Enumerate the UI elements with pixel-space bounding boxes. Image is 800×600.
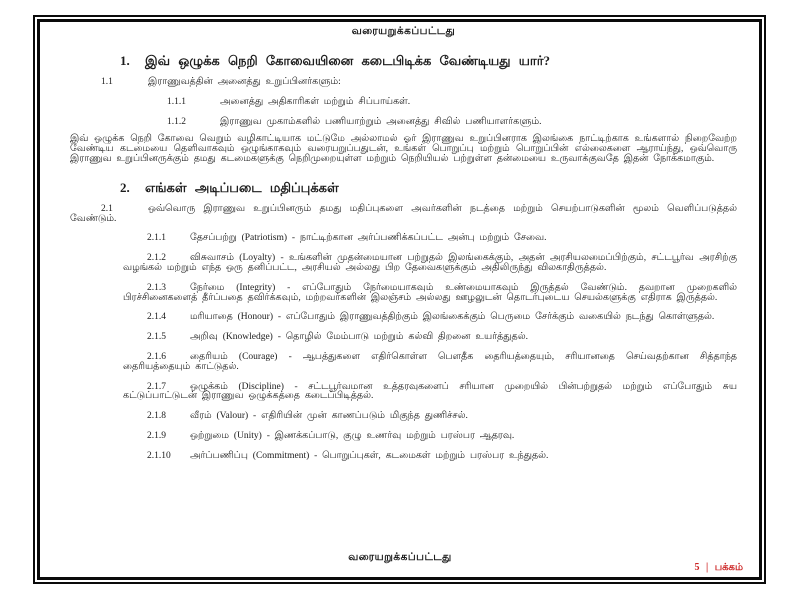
page-number-label: பக்கம்: [714, 562, 743, 573]
section-2-heading: [70, 180, 737, 195]
paragraph-1-1-2-number: 1.1.2: [167, 116, 186, 127]
paragraph-2-1-6-number: 2.1.6: [147, 351, 166, 362]
page-content: [40, 22, 759, 462]
paragraph-2-1-7: [123, 383, 737, 403]
section-1-heading: [70, 53, 737, 68]
section-1-body-text: இவ் ஒழுக்க நெறி கோவை வெறும் வழிகாட்டியாக மட்டுமே அல்லாமல் ஓர் இராணுவ உறுப்பினராக இலங்கை நாட்டிற்காக உங்களால் நிறைவேற்ற வேண்டிய கடமையை தெளிவாகவும் ஒழுங்காகவும் வரையறுப்பதுடன், உங்கள் பொறுப்பு மற்றும் பொறுப்பின் எல்லைகளை ஆராய்ந்து, ஒவ்வொரு இராணுவ உறுப்பினருக்கும் தமது கடமைகளுக்கு நெறிமுறையுள்ள மற்றும் நெறியியல் பற்றுள்ள தன்மையை உருவாக்குவதே இதன் நோக்கமாகும்.: [70, 134, 737, 164]
paragraph-2-1-5: [123, 333, 737, 343]
paragraph-2-1-4-number: 2.1.4: [147, 312, 166, 323]
paragraph-1-1: [70, 78, 737, 88]
paragraph-2-1-2-number: 2.1.2: [147, 253, 166, 264]
paragraph-1-1-text: இராணுவத்தின் அனைத்து உறுப்பினர்களும்:: [148, 77, 341, 87]
paragraph-2-1-3-number: 2.1.3: [147, 282, 166, 293]
paragraph-2-1-10: [123, 452, 737, 462]
page-number-value: 5: [694, 562, 700, 573]
page-number-separator: |: [706, 562, 709, 573]
paragraph-2-1-7-number: 2.1.7: [147, 381, 166, 392]
paragraph-2-1-6: [123, 353, 737, 373]
paragraph-2-1-2: [123, 254, 737, 274]
paragraph-2-1-9-number: 2.1.9: [147, 430, 166, 441]
paragraph-2-1-6-text: தைரியம் (Courage) - ஆபத்துகளை எதிர்கொள்ள பௌதீக தைரியத்தையும், சரியானதை செய்வதற்கான சித்தாந்த தைரியத்தையும் காட்டுதல்.: [123, 351, 737, 372]
section-2-number: 2.: [120, 179, 130, 195]
classification-header: வரையறுக்கப்பட்டது: [351, 26, 456, 37]
paragraph-2-1-7-text: ஒழுக்கம் (Discipline) - சட்டபூர்வமான உத்தரவுகளைப் சரியான முறையில் பின்பற்றுதல் மற்றும் எப்போதும் சுய கட்டுப்பாட்டுடன் இராணுவ ஒழுக்கத்தை கடைப்பிடித்தல்.: [123, 381, 737, 402]
paragraph-2-1-10-number: 2.1.10: [147, 450, 171, 461]
paragraph-2-1-1: [123, 234, 737, 244]
paragraph-2-1-9-text: ஒற்றுமை (Unity) - இணக்கப்பாடு, குழு உணர்வு மற்றும் பரஸ்பர ஆதரவு.: [190, 430, 515, 441]
paragraph-2-1-1-number: 2.1.1: [147, 233, 166, 244]
paragraph-2-1-3: [123, 284, 737, 304]
paragraph-1-1-1-number: 1.1.1: [167, 96, 186, 107]
paragraph-1-1-1: [167, 98, 737, 108]
paragraph-1-1-number: 1.1: [101, 77, 113, 87]
paragraph-2-1-5-text: அறிவு (Knowledge) - தொழில் மேம்பாடு மற்றும் கல்வி திறனை உயர்த்துதல்.: [190, 332, 528, 343]
section-1-title: இவ் ஒழுக்க நெறி கோவையினை கடைபிடிக்க வேண்டியது யார்?: [145, 53, 550, 68]
paragraph-1-1-2: [167, 118, 737, 128]
paragraph-2-1-10-text: அர்ப்பணிப்பு (Commitment) - பொறுப்புகள், கடமைகள் மற்றும் பரஸ்பர உந்துதல்.: [190, 450, 549, 461]
paragraph-2-1-4-text: மரியாதை (Honour) - எப்போதும் இராணுவத்திற்கும் இலங்கைக்கும் பெருமை சேர்க்கும் வகையில் நடந்து கொள்ளுதல்.: [190, 312, 715, 323]
paragraph-2-1-number: 2.1: [101, 203, 113, 214]
paragraph-2-1-8-text: வீரம் (Valour) - எதிரியின் முன் காணப்படும் மிகுந்த துணிச்சல்.: [190, 411, 468, 422]
paragraph-2-1-2-text: விசுவாசம் (Loyalty) - உங்களின் முதன்மையான பற்றுதல் இலங்கைக்கும், அதன் அரசியலமைப்பிற்கும், சட்டபூர்வ அரசிற்கு வழங்கல் மற்றும் எந்த ஒரு தனிப்பட்ட, அரசியல் அல்லது பிற தேவைகளுக்கும் அதிலிருந்து விலகாதிருத்தல்.: [123, 253, 737, 273]
paragraph-2-1-1-text: தேசப்பற்று (Patriotism) - நாட்டிற்கான அர்ப்பணிக்கப்பட்ட அன்பு மற்றும் சேவை.: [190, 233, 547, 244]
paragraph-2-1-text: ஒவ்வொரு இராணுவ உறுப்பினரும் தமது மதிப்புகளை அவர்களின் நடத்தை மற்றும் செயற்பாடுகளின் மூலம் வெளிப்படுத்தல் வேண்டும்.: [70, 203, 737, 224]
section-1-body-paragraph: [70, 135, 737, 164]
paragraph-1-1-2-text: இராணுவ முகாம்களில் பணியாற்றும் அனைத்து சிவில் பணியாளர்களும்.: [220, 116, 542, 127]
paragraph-2-1: [70, 205, 737, 225]
paragraph-2-1-9: [123, 432, 737, 442]
paragraph-2-1-5-number: 2.1.5: [147, 332, 166, 343]
paragraph-2-1-8-number: 2.1.8: [147, 411, 166, 422]
classification-footer: வரையறுக்கப்பட்டது: [348, 552, 452, 563]
page-number: [695, 562, 743, 574]
paragraph-2-1-4: [123, 313, 737, 323]
paragraph-2-1-3-text: நேர்மை (Integrity) - எப்போதும் நேர்மையாகவும் உண்மையாகவும் இருத்தல் வேண்டும். தவறான முறைகளில் பிரச்சினைகளைத் தீர்ப்பதை தவிர்க்கவும், மற்றவர்களின் இலஞ்சம் அல்லது ஊழலுடன் தொடர்புடைய செயல்களுக்கு எதிராக இருத்தல்.: [123, 282, 737, 303]
paragraph-1-1-1-text: அனைத்து அதிகாரிகள் மற்றும் சிப்பாய்கள்.: [220, 96, 411, 107]
section-1-number: 1.: [120, 53, 130, 68]
paragraph-2-1-8: [123, 412, 737, 422]
section-2-title: எங்கள் அடிப்படை மதிப்புக்கள்: [145, 179, 339, 195]
